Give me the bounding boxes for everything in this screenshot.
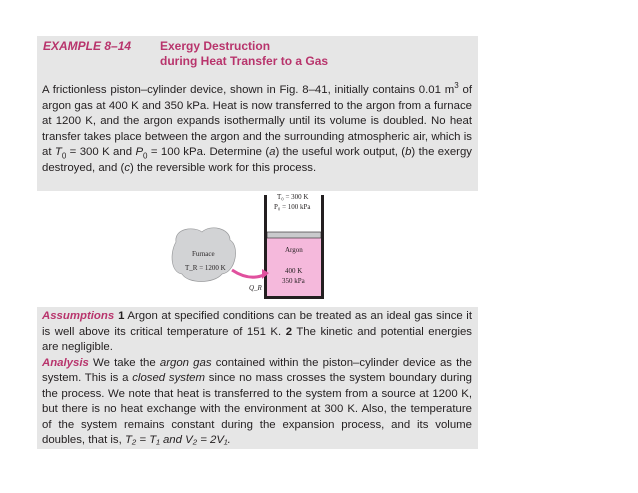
p0-value: = 100 kPa. Determine ( <box>147 146 270 158</box>
analysis-label: Analysis <box>42 356 89 369</box>
cylinder-left-wall <box>264 195 267 297</box>
cylinder-right-wall <box>321 195 324 297</box>
gas-temperature: 400 K <box>285 267 303 275</box>
problem-text-2: of argon gas at 400 K and 350 kPa. Heat is now transferred to the argon from a furnace at 1200 K, and the argon expands isothermally until its volume is doubled. No heat transfer takes place between the argon and the surrounding atmospheric air, which is at <box>42 84 472 158</box>
cylinder-bottom <box>264 296 324 299</box>
problem-text-4: ) the exergy destroyed, and ( <box>42 146 472 174</box>
analysis-text-3: since no mass crosses the system boundary during the process. We note that heat is transferred to the system from a source at 1200 K, but there is no heat exchange with the environment at 300 K. Also, the temperature of the system remains constant during the expansion process, and its volume doubles, that is, <box>42 372 472 446</box>
unit-superscript: 3 <box>454 81 459 91</box>
assumption-1-text: Argon at specified conditions can be treated as an ideal gas since it is well above its critical temperature of 151 K. <box>42 310 472 338</box>
assumption-1-number: 1 <box>118 310 125 322</box>
part-c: c <box>124 161 131 174</box>
heat-transfer-arrow <box>232 270 266 277</box>
part-b: b <box>405 146 412 158</box>
part-a: a <box>269 146 276 158</box>
furnace-label: Furnace <box>192 250 215 258</box>
p0-symbol: P <box>135 146 144 158</box>
furnace-temperature: T_R = 1200 K <box>185 264 226 272</box>
gas-name: Argon <box>285 246 303 254</box>
env-pressure: P₀ = 100 kPa <box>274 203 311 211</box>
example-label: EXAMPLE 8–14 <box>43 39 132 53</box>
analysis-text-1: We take the <box>88 356 160 369</box>
t0-value: = 300 K and <box>66 146 136 158</box>
example-title <box>160 39 400 69</box>
problem-text-3: ) the useful work output, ( <box>275 146 406 158</box>
solution-text <box>42 309 472 449</box>
assumption-2-number: 2 <box>285 325 293 338</box>
gas-pressure: 350 kPa <box>282 277 305 285</box>
problem-text-5: ) the reversible work for this process. <box>130 161 317 174</box>
t0-symbol: T <box>54 146 62 158</box>
analysis-equation: T₂ = T₁ and V₂ = 2V₁. <box>124 434 231 446</box>
piston <box>267 232 321 238</box>
problem-text-1: A frictionless piston–cylinder device, shown in Fig. 8–41, initially contains 0.01 m <box>42 84 455 96</box>
analysis-text-2: contained within the piston–cylinder device as the system. This is a <box>42 356 472 384</box>
assumption-2-text: The kinetic and potential energies are negligible. <box>42 325 472 353</box>
example-title-line2: during Heat Transfer to a Gas <box>160 54 329 68</box>
analysis-emphasis-2: closed system <box>132 372 205 384</box>
problem-statement <box>42 83 472 176</box>
heat-label: Q_R <box>249 284 262 292</box>
t0-subscript: 0 <box>61 151 67 161</box>
env-temperature: T₀ = 300 K <box>277 193 309 201</box>
p0-subscript: 0 <box>143 151 148 161</box>
piston-cylinder-figure <box>170 190 340 302</box>
example-title-line1: Exergy Destruction <box>160 39 271 53</box>
analysis-emphasis-1: argon gas <box>159 356 212 369</box>
assumptions-label: Assumptions <box>42 310 115 322</box>
